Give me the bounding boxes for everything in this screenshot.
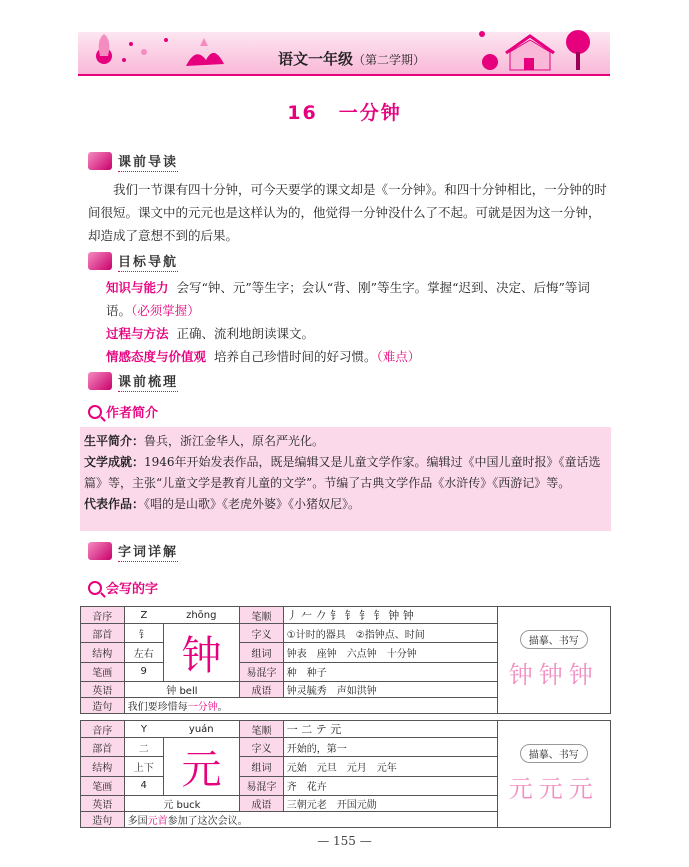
cell-pinyin: yuán bbox=[163, 721, 239, 738]
author-bio-label: 生平简介： bbox=[84, 434, 145, 448]
cell-yinxu: Z bbox=[124, 607, 163, 624]
cell-label: 部首 bbox=[81, 624, 125, 643]
cell-yinxu: Y bbox=[124, 721, 163, 738]
cell-label: 造句 bbox=[81, 698, 125, 714]
stack-books-icon bbox=[88, 542, 112, 560]
cell-stroke-order: 一 二 テ 元 bbox=[283, 721, 497, 738]
flower-decoration-icon bbox=[86, 26, 236, 76]
goal-knowledge bbox=[88, 276, 612, 322]
goal-knowledge-label: 知识与能力 bbox=[106, 280, 169, 295]
author-info-box bbox=[80, 427, 611, 531]
book-title bbox=[278, 48, 425, 69]
write-chars-heading bbox=[88, 578, 158, 597]
cell-label: 音序 bbox=[81, 607, 125, 624]
char-table-zhong bbox=[80, 606, 611, 714]
cell-label: 成语 bbox=[240, 796, 284, 812]
author-works-text: 1946年开始发表作品，既是编辑又是儿童文学作家。编辑过《中国儿童时报》《童话选篇》等，主张“儿童文学是教育儿童的文学”。节编了古典文学作品《水浒传》《西游记》等。 bbox=[84, 455, 601, 490]
section-words-heading bbox=[88, 540, 178, 562]
cell-label: 字义 bbox=[240, 738, 284, 757]
big-character: 钟 bbox=[163, 624, 239, 682]
section-review-heading bbox=[88, 370, 178, 392]
cell-label: 结构 bbox=[81, 643, 125, 662]
author-heading-label: 作者简介 bbox=[106, 406, 159, 421]
cell-stroke-order: 丿 𠂉 𠂊 钅 钅 钅 钅 钟 钟 bbox=[283, 607, 497, 624]
trace-label: 描摹、书写 bbox=[520, 630, 588, 649]
reading-icon bbox=[88, 372, 112, 390]
char-table-yuan bbox=[80, 720, 611, 828]
cell-meaning: ①计时的器具 ②指钟点、时间 bbox=[283, 624, 497, 643]
cell-label: 易混字 bbox=[240, 776, 284, 795]
cell-structure: 左右 bbox=[124, 643, 163, 662]
author-works-label: 文学成就： bbox=[84, 455, 145, 469]
cell-sentence bbox=[124, 812, 497, 828]
author-representative bbox=[84, 494, 607, 515]
cell-label: 笔顺 bbox=[240, 607, 284, 624]
cell-confusable: 齐 花卉 bbox=[283, 776, 497, 795]
section-goals-heading bbox=[88, 250, 178, 272]
sentence-pre: 我们要珍惜每 bbox=[127, 702, 188, 713]
cell-label: 笔画 bbox=[81, 662, 125, 681]
page-number: — 155 — bbox=[317, 834, 372, 848]
trace-chars: 元元元 bbox=[508, 775, 599, 803]
cell-label: 部首 bbox=[81, 738, 125, 757]
goal-attitude-text: 培养自己珍惜时间的好习惯。 bbox=[214, 349, 377, 364]
section-goals-label: 目标导航 bbox=[118, 251, 178, 272]
section-preview-heading bbox=[88, 150, 178, 172]
sentence-pre: 多国 bbox=[127, 816, 148, 827]
cell-words: 钟表 座钟 六点钟 十分钟 bbox=[283, 643, 497, 662]
trace-chars: 钟钟钟 bbox=[508, 661, 599, 689]
cell-idioms: 三朝元老 开国元勋 bbox=[283, 796, 497, 812]
cell-radical: 钅 bbox=[124, 624, 163, 643]
goal-process-label: 过程与方法 bbox=[106, 326, 169, 341]
sentence-highlight: 元首 bbox=[147, 816, 168, 827]
goal-knowledge-text: 会写“钟、元”等生字；会认“背、刚”等生字。掌握“迟到、决定、后悔”等词语。 bbox=[106, 280, 590, 318]
cell-stroke-count: 4 bbox=[124, 776, 163, 795]
goal-process-text: 正确、流利地朗读课文。 bbox=[176, 326, 315, 341]
goal-attitude-note: （难点） bbox=[376, 349, 421, 364]
cell-label: 成语 bbox=[240, 682, 284, 698]
author-bio-text: 鲁兵，浙江金华人，原名严光化。 bbox=[144, 434, 325, 448]
goal-process bbox=[88, 322, 612, 345]
sentence-highlight: 一分钟 bbox=[187, 702, 218, 713]
books-icon bbox=[88, 252, 112, 270]
cell-label: 易混字 bbox=[240, 662, 284, 681]
cell-meaning: 开始的，第一 bbox=[283, 738, 497, 757]
cell-label: 音序 bbox=[81, 721, 125, 738]
cell-label: 字义 bbox=[240, 624, 284, 643]
author-rep-label: 代表作品： bbox=[84, 497, 145, 511]
book-title-text: 语文一年级 bbox=[278, 50, 354, 68]
sentence-post: 。 bbox=[217, 702, 228, 713]
cell-label: 结构 bbox=[81, 757, 125, 776]
trace-cell[interactable] bbox=[497, 607, 610, 714]
cell-english: 元 buck bbox=[124, 796, 240, 812]
cell-idioms: 钟灵毓秀 声如洪钟 bbox=[283, 682, 497, 698]
goal-attitude bbox=[88, 345, 612, 368]
book-icon bbox=[88, 152, 112, 170]
cell-label: 笔顺 bbox=[240, 721, 284, 738]
cell-english: 钟 bell bbox=[124, 682, 240, 698]
cell-label: 笔画 bbox=[81, 776, 125, 795]
section-words-label: 字词详解 bbox=[118, 541, 178, 562]
goals-block bbox=[88, 276, 612, 368]
page-header bbox=[78, 20, 610, 76]
sentence-post: 参加了这次会议。 bbox=[167, 816, 248, 827]
magnifier-icon bbox=[88, 405, 102, 419]
author-bio bbox=[84, 431, 607, 452]
author-works bbox=[84, 452, 607, 494]
cell-pinyin: zhōng bbox=[163, 607, 239, 624]
section-preview-label: 课前导读 bbox=[118, 151, 178, 172]
cell-structure: 上下 bbox=[124, 757, 163, 776]
cell-label: 组词 bbox=[240, 757, 284, 776]
big-character: 元 bbox=[163, 738, 239, 796]
cell-words: 元始 元旦 元月 元年 bbox=[283, 757, 497, 776]
section-review-label: 课前梳理 bbox=[118, 371, 178, 392]
cell-label: 造句 bbox=[81, 812, 125, 828]
trace-label: 描摹、书写 bbox=[520, 744, 588, 763]
lesson-title: 16 一分钟 bbox=[287, 102, 402, 124]
cell-radical: 二 bbox=[124, 738, 163, 757]
trace-cell[interactable] bbox=[497, 721, 610, 828]
cell-sentence bbox=[124, 698, 497, 714]
cell-confusable: 种 种子 bbox=[283, 662, 497, 681]
cell-label: 组词 bbox=[240, 643, 284, 662]
author-rep-text: 《唱的是山歌》《老虎外婆》《小猪奴尼》。 bbox=[144, 497, 361, 511]
goal-attitude-label: 情感态度与价值观 bbox=[106, 349, 207, 364]
magnifier-icon bbox=[88, 581, 102, 595]
goal-knowledge-note: （必须掌握） bbox=[131, 303, 200, 318]
cell-stroke-count: 9 bbox=[124, 662, 163, 681]
author-heading bbox=[88, 402, 158, 421]
book-subtitle: （第二学期） bbox=[353, 53, 426, 67]
write-chars-label: 会写的字 bbox=[106, 582, 159, 597]
cell-label: 英语 bbox=[81, 796, 125, 812]
preview-paragraph: 我们一节课有四十分钟，可今天要学的课文却是《一分钟》。和四十分钟相比，一分钟的时间很短。课文中的元元也是这样认为的，他觉得一分钟没什么了不起。可就是因为这一分钟，却造成了意想不到的后果。 bbox=[88, 182, 607, 243]
cell-label: 英语 bbox=[81, 682, 125, 698]
house-decoration-icon bbox=[470, 22, 600, 76]
